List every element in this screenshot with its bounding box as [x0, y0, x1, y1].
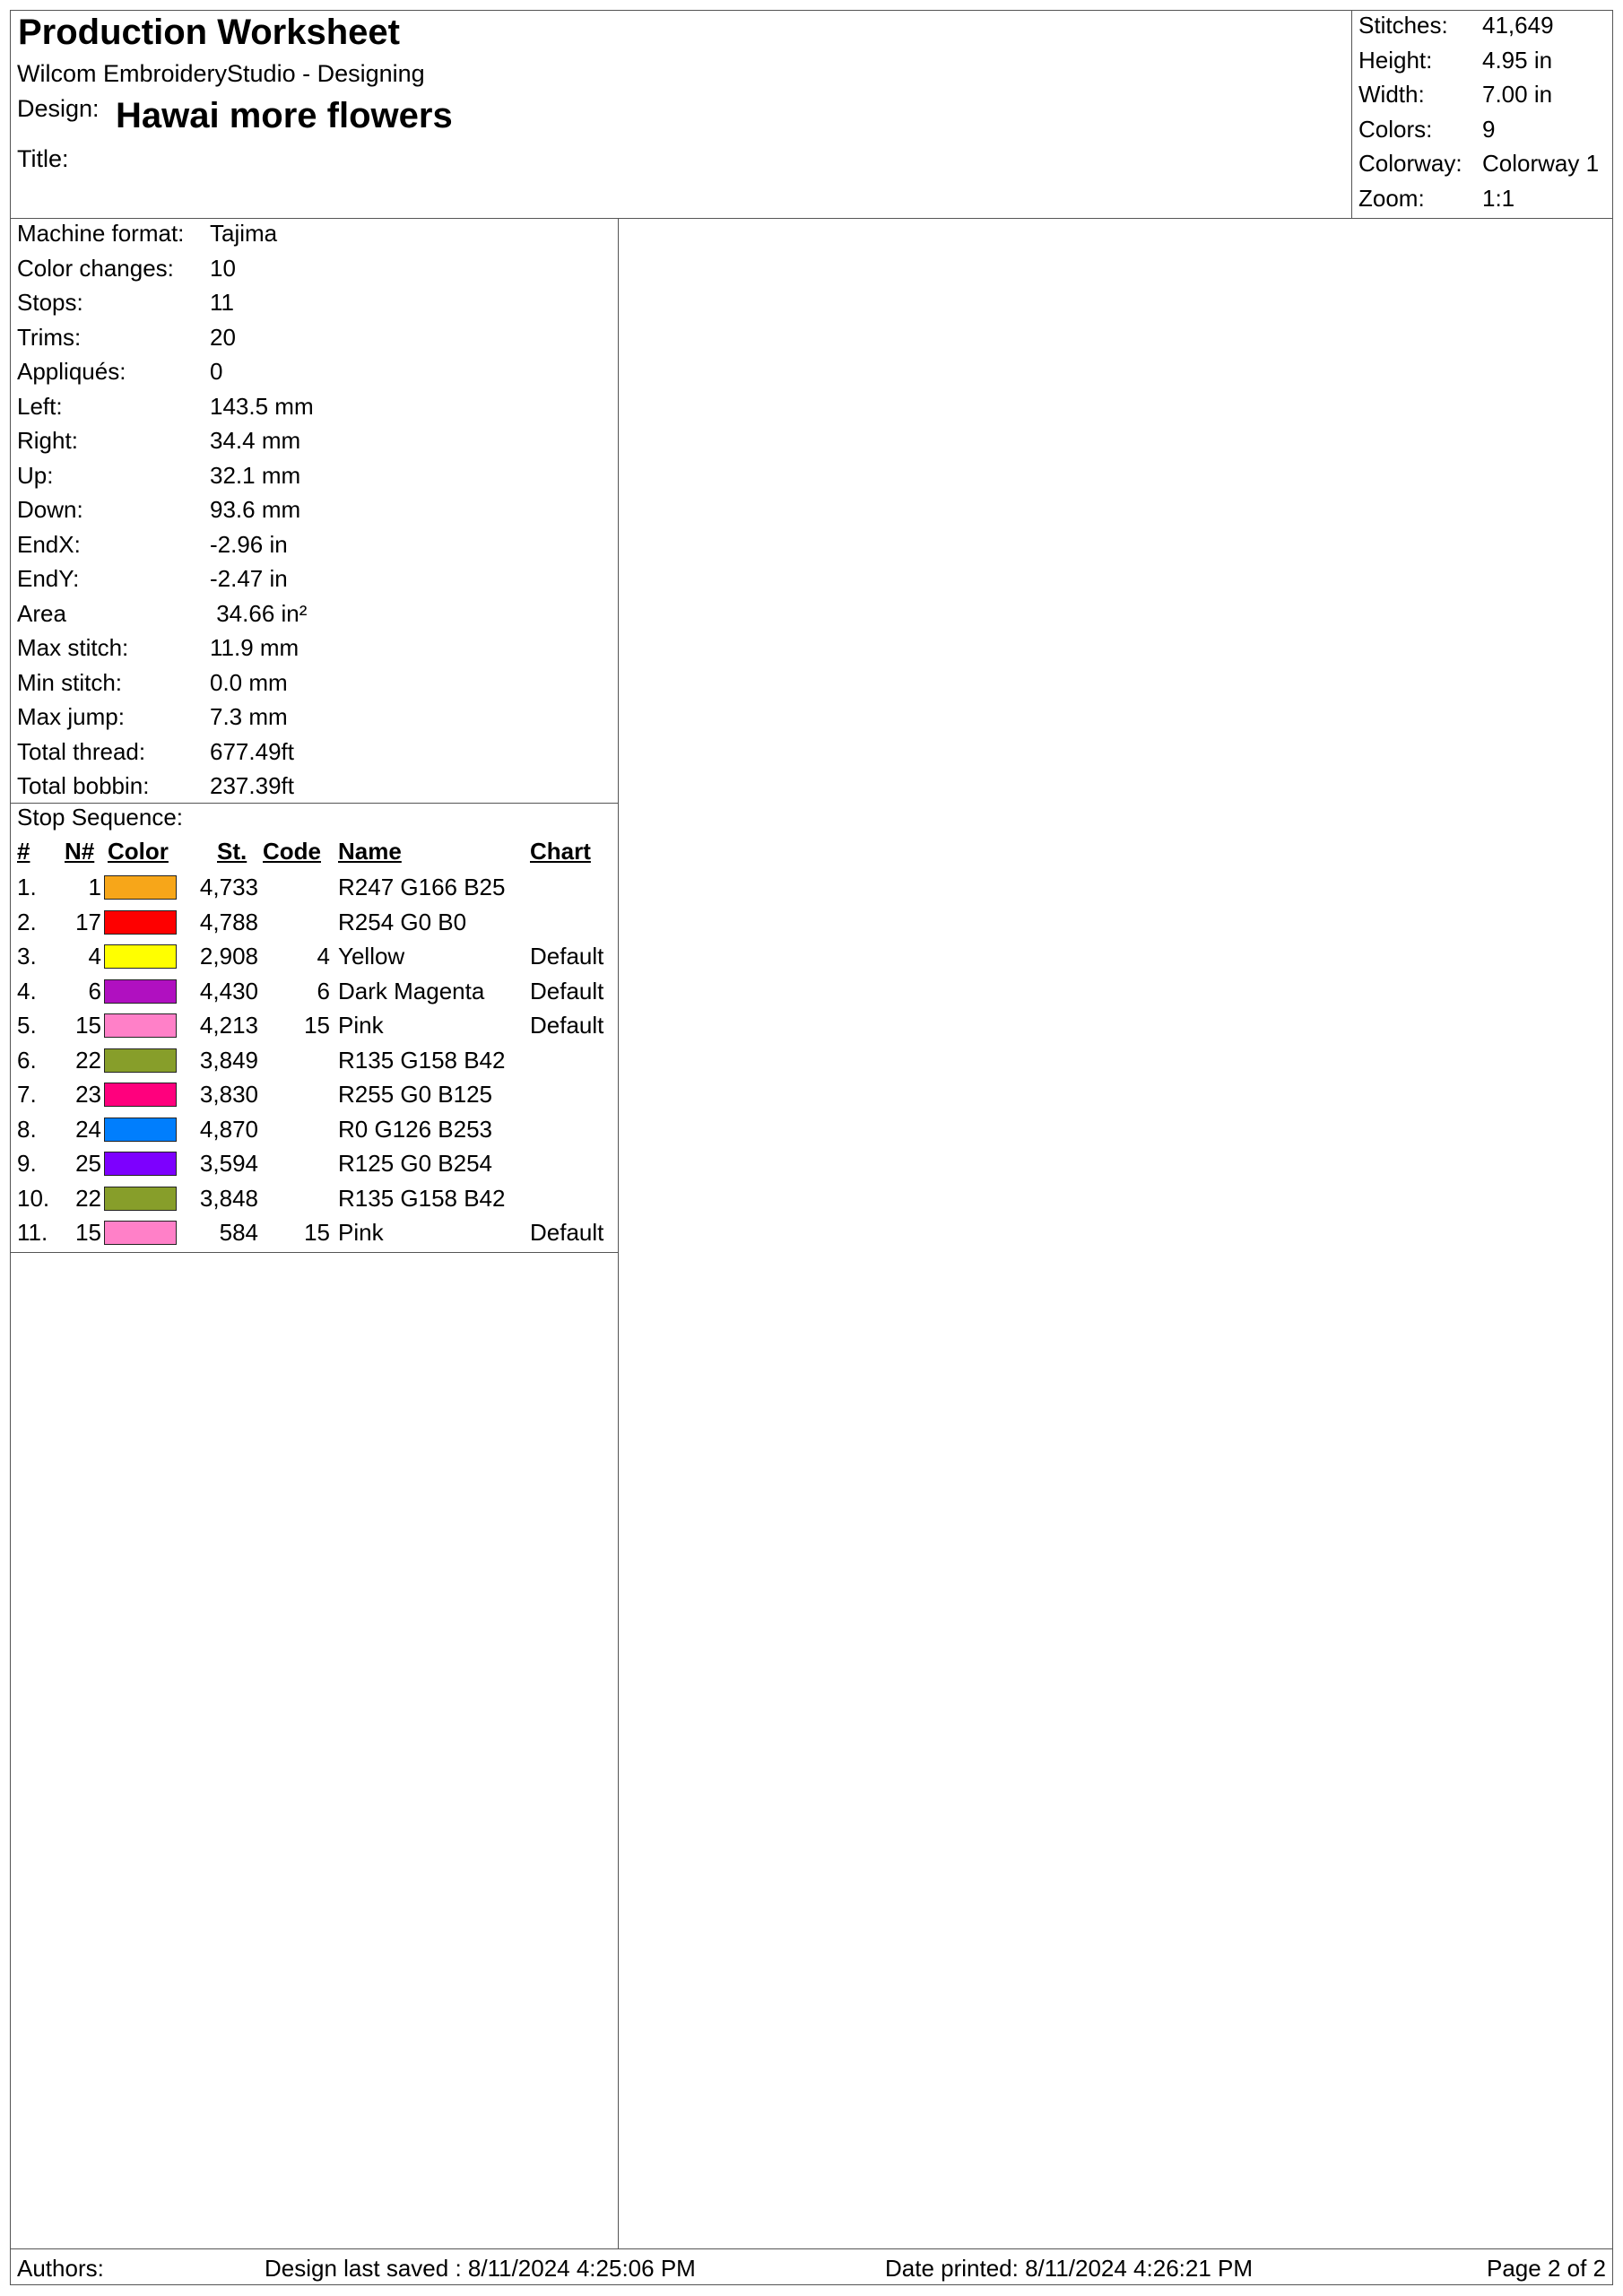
- table-row: [11, 1114, 619, 1148]
- stat-label: EndY:: [17, 565, 80, 592]
- row-needle: 17: [75, 908, 101, 935]
- row-chart: Default: [530, 1219, 604, 1246]
- stat-label: Appliqués:: [17, 358, 126, 385]
- stat-value: 0.0 mm: [210, 668, 288, 696]
- row-code: 15: [304, 1012, 330, 1039]
- row-index: 3.: [17, 943, 37, 970]
- table-row: [11, 1148, 619, 1182]
- stat-value: 34.4 mm: [210, 427, 301, 454]
- stat-row: [11, 598, 619, 632]
- summary-value: 7.00 in: [1482, 81, 1553, 108]
- stat-label: Max stitch:: [17, 634, 129, 661]
- row-stitches: 3,594: [199, 1150, 258, 1177]
- stat-row: [11, 667, 619, 701]
- stat-row: [11, 218, 619, 252]
- stat-row: [11, 563, 619, 597]
- color-swatch: [104, 979, 177, 1004]
- row-stitches: 3,849: [199, 1046, 258, 1074]
- stat-label: Total thread:: [17, 737, 146, 765]
- row-index: 11.: [17, 1219, 48, 1246]
- row-index: 5.: [17, 1012, 37, 1039]
- color-swatch: [104, 1152, 177, 1176]
- column-header-code: Code: [263, 838, 321, 865]
- color-swatch: [104, 944, 177, 969]
- stat-row: [11, 287, 619, 321]
- row-needle: 25: [75, 1150, 101, 1177]
- page-title: Production Worksheet: [18, 13, 400, 52]
- row-needle: 22: [75, 1184, 101, 1212]
- stat-value: 677.49ft: [210, 737, 294, 765]
- details-column: [11, 218, 619, 2248]
- design-last-saved: Design last saved : 8/11/2024 4:25:06 PM: [265, 2255, 696, 2282]
- summary-row-height: [1352, 47, 1613, 81]
- stat-value: 143.5 mm: [210, 392, 314, 420]
- stat-label: Total bobbin:: [17, 772, 150, 799]
- row-name: R254 G0 B0: [338, 908, 467, 935]
- summary-row-zoom: [1352, 185, 1613, 219]
- stat-label: Down:: [17, 496, 83, 523]
- summary-label: Width:: [1358, 81, 1425, 108]
- summary-value: 41,649: [1482, 12, 1554, 39]
- stat-value: -2.96 in: [210, 530, 288, 558]
- stop-sequence-table: [11, 804, 619, 1253]
- stat-value: 34.66 in²: [210, 599, 308, 627]
- stat-value: -2.47 in: [210, 565, 288, 592]
- design-statistics: [11, 218, 619, 804]
- summary-row-colors: [1352, 116, 1613, 150]
- table-row: [11, 941, 619, 975]
- row-name: R135 G158 B42: [338, 1184, 506, 1212]
- stat-row: [11, 391, 619, 425]
- row-index: 6.: [17, 1046, 37, 1074]
- row-needle: 4: [88, 943, 101, 970]
- color-swatch: [104, 1118, 177, 1142]
- stat-value: 20: [210, 323, 236, 351]
- stat-row: [11, 770, 619, 804]
- stat-label: Area: [17, 599, 66, 627]
- stat-value: 237.39ft: [210, 772, 294, 799]
- row-name: R135 G158 B42: [338, 1046, 506, 1074]
- stat-value: 0: [210, 358, 223, 385]
- stat-row: [11, 736, 619, 770]
- summary-row-stitches: [1352, 12, 1613, 46]
- column-header-needle: N#: [65, 838, 95, 865]
- stat-row: [11, 253, 619, 287]
- stat-value: 32.1 mm: [210, 461, 301, 489]
- color-swatch: [104, 1048, 177, 1073]
- stat-row: [11, 425, 619, 459]
- color-swatch: [104, 875, 177, 900]
- stat-label: Right:: [17, 427, 78, 454]
- stat-label: Stops:: [17, 289, 83, 316]
- row-needle: 15: [75, 1219, 101, 1246]
- row-needle: 6: [88, 977, 101, 1004]
- column-header-stitches: St.: [217, 838, 247, 865]
- row-needle: 15: [75, 1012, 101, 1039]
- color-swatch: [104, 1187, 177, 1211]
- row-stitches: 3,830: [199, 1081, 258, 1108]
- stop-sequence-label: Stop Sequence:: [17, 804, 184, 831]
- row-chart: Default: [530, 943, 604, 970]
- stat-row: [11, 494, 619, 528]
- stat-value: Tajima: [210, 220, 278, 247]
- stat-label: EndX:: [17, 530, 81, 558]
- stat-value: 11.9 mm: [210, 634, 299, 661]
- table-row: [11, 1217, 619, 1251]
- design-label: Design:: [17, 95, 100, 122]
- row-needle: 23: [75, 1081, 101, 1108]
- authors-label: Authors:: [17, 2255, 104, 2282]
- summary-value: Colorway 1: [1482, 150, 1600, 177]
- column-header-chart: Chart: [530, 838, 591, 865]
- row-index: 7.: [17, 1081, 37, 1108]
- summary-row-colorway: [1352, 150, 1613, 184]
- column-header-color: Color: [108, 838, 169, 865]
- summary-value: 9: [1482, 116, 1496, 143]
- worksheet-page: [10, 10, 1613, 2285]
- row-stitches: 4,733: [199, 874, 258, 900]
- row-index: 8.: [17, 1115, 37, 1143]
- stat-value: 7.3 mm: [210, 703, 288, 730]
- row-code: 15: [304, 1219, 330, 1246]
- color-swatch: [104, 1221, 177, 1245]
- stat-label: Min stitch:: [17, 668, 123, 696]
- worksheet-footer: [11, 2248, 1612, 2285]
- table-row: [11, 1079, 619, 1113]
- application-name: Wilcom EmbroideryStudio - Designing: [17, 60, 425, 87]
- stat-label: Left:: [17, 392, 63, 420]
- stat-row: [11, 632, 619, 666]
- summary-label: Stitches:: [1358, 12, 1448, 39]
- stat-row: [11, 529, 619, 563]
- table-row: [11, 976, 619, 1010]
- row-name: Pink: [338, 1012, 384, 1039]
- table-row: [11, 1010, 619, 1044]
- stat-row: [11, 701, 619, 735]
- row-stitches: 4,430: [199, 977, 258, 1004]
- column-header-index: #: [17, 838, 30, 865]
- column-header-name: Name: [338, 838, 402, 865]
- stat-label: Max jump:: [17, 703, 125, 730]
- row-needle: 1: [88, 874, 101, 900]
- row-name: Yellow: [338, 943, 405, 970]
- stat-label: Up:: [17, 461, 54, 489]
- summary-value: 1:1: [1482, 185, 1515, 212]
- stat-value: 10: [210, 254, 236, 282]
- row-stitches: 3,848: [199, 1184, 258, 1212]
- summary-label: Zoom:: [1358, 185, 1425, 212]
- stat-value: 11: [210, 289, 234, 316]
- row-needle: 24: [75, 1115, 101, 1143]
- row-name: R125 G0 B254: [338, 1150, 493, 1177]
- row-index: 10.: [17, 1184, 50, 1212]
- table-row: [11, 1183, 619, 1217]
- row-index: 2.: [17, 908, 37, 935]
- stat-value: 93.6 mm: [210, 496, 301, 523]
- stat-label: Machine format:: [17, 220, 185, 247]
- worksheet-header: [11, 11, 1612, 219]
- row-name: Dark Magenta: [338, 977, 485, 1004]
- row-index: 4.: [17, 977, 37, 1004]
- summary-label: Colors:: [1358, 116, 1433, 143]
- row-name: R0 G126 B253: [338, 1115, 493, 1143]
- summary-value: 4.95 in: [1482, 47, 1553, 74]
- row-chart: Default: [530, 977, 604, 1004]
- table-row: [11, 1045, 619, 1079]
- table-row: [11, 872, 619, 906]
- stat-row: [11, 356, 619, 390]
- row-name: R247 G166 B25: [338, 874, 506, 900]
- row-stitches: 4,213: [199, 1012, 258, 1039]
- summary-label: Height:: [1358, 47, 1433, 74]
- row-stitches: 4,870: [199, 1115, 258, 1143]
- summary-label: Colorway:: [1358, 150, 1462, 177]
- color-swatch: [104, 1013, 177, 1038]
- stat-label: Color changes:: [17, 254, 174, 282]
- row-stitches: 584: [219, 1219, 258, 1246]
- color-swatch: [104, 1083, 177, 1107]
- row-name: R255 G0 B125: [338, 1081, 493, 1108]
- row-index: 9.: [17, 1150, 37, 1177]
- color-swatch: [104, 910, 177, 935]
- page-number: Page 2 of 2: [1487, 2255, 1606, 2282]
- date-printed: Date printed: 8/11/2024 4:26:21 PM: [885, 2255, 1254, 2282]
- row-stitches: 4,788: [199, 908, 258, 935]
- stat-row: [11, 460, 619, 494]
- row-needle: 22: [75, 1046, 101, 1074]
- design-name: Hawai more flowers: [116, 96, 453, 135]
- table-row: [11, 907, 619, 941]
- row-code: 6: [317, 977, 330, 1004]
- row-code: 4: [317, 943, 330, 970]
- row-index: 1.: [17, 874, 37, 900]
- row-chart: Default: [530, 1012, 604, 1039]
- summary-row-width: [1352, 81, 1613, 115]
- design-summary: [1351, 11, 1612, 218]
- row-stitches: 2,908: [199, 943, 258, 970]
- row-name: Pink: [338, 1219, 384, 1246]
- stat-label: Trims:: [17, 323, 82, 351]
- title-label: Title:: [17, 145, 69, 172]
- stat-row: [11, 322, 619, 356]
